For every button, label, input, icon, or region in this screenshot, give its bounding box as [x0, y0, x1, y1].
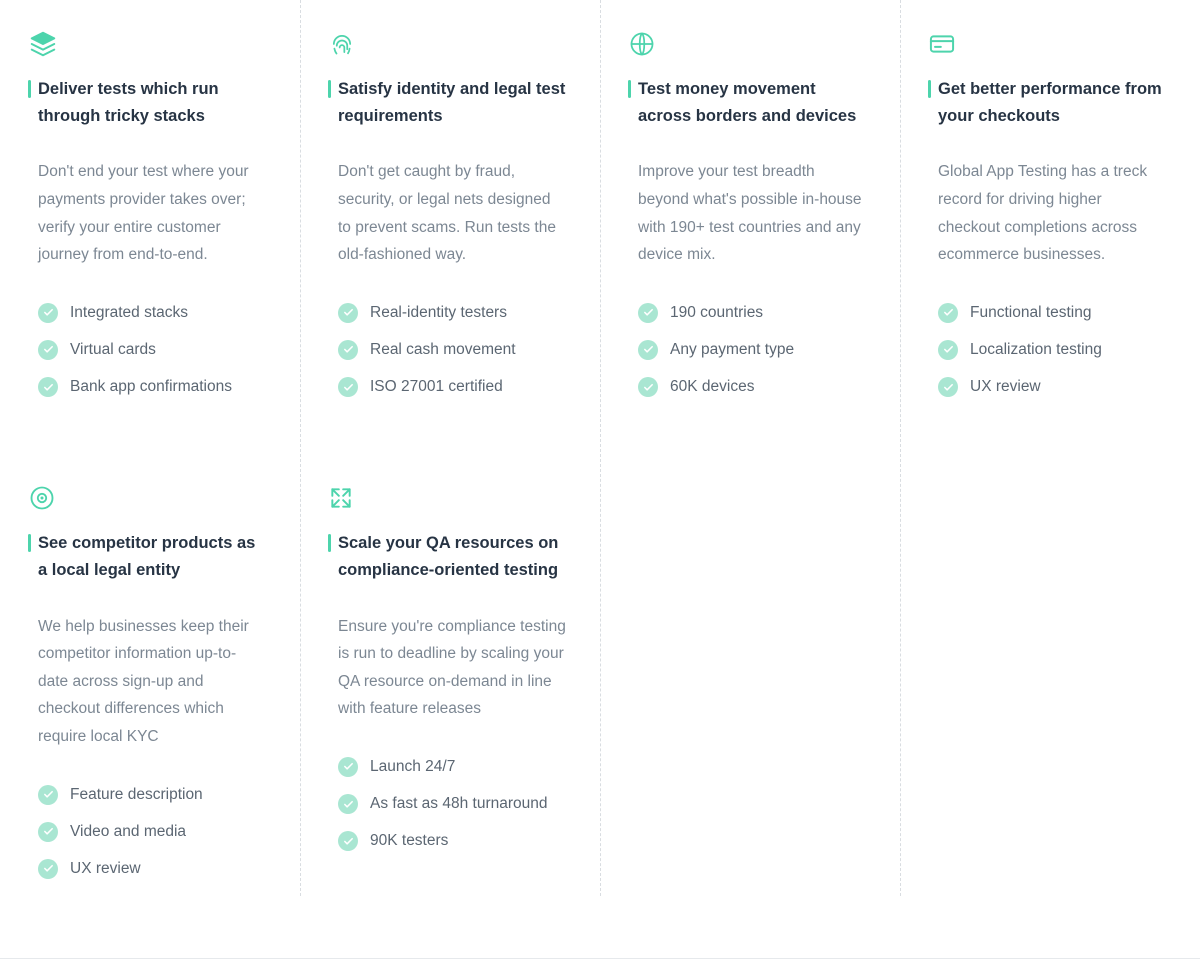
list-item	[338, 377, 566, 397]
list-item	[638, 377, 866, 397]
feature-card	[600, 0, 900, 397]
feature-description: We help businesses keep their competitor information up-to-date across sign-up and checkout differences which require local KYC	[38, 617, 249, 745]
list-item	[338, 303, 566, 323]
check-icon	[338, 377, 358, 397]
check-icon	[638, 377, 658, 397]
feature-title: Get better performance from your checkouts	[928, 76, 1166, 130]
feature-title: Deliver tests which run through tricky stacks	[28, 76, 266, 130]
list-item	[938, 340, 1166, 360]
eye-target-icon	[28, 476, 266, 520]
list-item	[338, 757, 566, 777]
feature-title: Scale your QA resources on compliance-oriented testing	[328, 530, 566, 584]
bullet-label: UX review	[70, 859, 141, 877]
list-item	[38, 303, 266, 323]
bullet-label: As fast as 48h turnaround	[370, 795, 548, 813]
check-icon	[38, 340, 58, 360]
feature-bullet-list	[328, 303, 566, 397]
list-item	[38, 377, 266, 397]
bullet-label: Integrated stacks	[70, 303, 189, 321]
feature-column-3	[600, 0, 900, 896]
check-icon	[638, 303, 658, 323]
feature-card	[0, 454, 300, 879]
check-icon	[938, 303, 958, 323]
feature-bullet-list	[28, 303, 266, 397]
expand-arrows-icon	[328, 476, 566, 520]
globe-icon	[628, 22, 866, 66]
feature-bullet-list	[328, 757, 566, 851]
list-item	[38, 859, 266, 879]
row-gap	[300, 414, 600, 454]
list-item	[338, 794, 566, 814]
bullet-label: 90K testers	[370, 832, 449, 850]
check-icon	[638, 340, 658, 360]
bullet-label: Localization testing	[970, 340, 1102, 358]
bullet-label: Feature description	[70, 785, 203, 803]
feature-description: Don't get caught by fraud, security, or legal nets designed to prevent scams. Run tests the old-fashioned way.	[338, 163, 556, 264]
check-icon	[938, 340, 958, 360]
bullet-label: ISO 27001 certified	[370, 378, 503, 396]
check-icon	[338, 831, 358, 851]
bullet-label: Real-identity testers	[370, 303, 507, 321]
check-icon	[338, 303, 358, 323]
list-item	[338, 831, 566, 851]
bullet-label: Any payment type	[670, 340, 795, 358]
list-item	[638, 303, 866, 323]
list-item	[938, 303, 1166, 323]
check-icon	[38, 785, 58, 805]
fingerprint-icon	[328, 22, 566, 66]
check-icon	[338, 340, 358, 360]
list-item	[38, 340, 266, 360]
check-icon	[938, 377, 958, 397]
check-icon	[38, 303, 58, 323]
feature-card	[900, 0, 1200, 397]
bullet-label: 190 countries	[670, 303, 764, 321]
list-item	[38, 822, 266, 842]
feature-bullet-list	[28, 785, 266, 879]
feature-bullet-list	[928, 303, 1166, 397]
feature-card	[300, 454, 600, 851]
row-gap	[0, 414, 300, 454]
feature-column-1	[0, 0, 300, 896]
feature-card	[0, 0, 300, 397]
credit-card-icon	[928, 22, 1166, 66]
bullet-label: 60K devices	[670, 378, 755, 396]
layers-icon	[28, 22, 266, 66]
feature-title: Satisfy identity and legal test requirements	[328, 76, 566, 130]
bullet-label: Functional testing	[970, 303, 1092, 321]
bullet-label: Virtual cards	[70, 340, 156, 358]
bullet-label: Launch 24/7	[370, 757, 456, 775]
list-item	[338, 340, 566, 360]
divider	[0, 958, 1200, 959]
feature-description: Don't end your test where your payments provider takes over; verify your entire customer journey from end-to-end.	[38, 163, 249, 264]
list-item	[638, 340, 866, 360]
feature-description: Global App Testing has a treck record for driving higher checkout completions across ecommerce businesses.	[938, 163, 1148, 264]
bullet-label: Bank app confirmations	[70, 378, 232, 396]
feature-card	[300, 0, 600, 397]
feature-title: See competitor products as a local legal entity	[28, 530, 266, 584]
feature-description: Improve your test breadth beyond what's possible in-house with 190+ test countries and any device mix.	[638, 163, 862, 264]
bullet-label: Real cash movement	[370, 340, 516, 358]
check-icon	[38, 822, 58, 842]
check-icon	[338, 794, 358, 814]
bullet-label: Video and media	[70, 822, 187, 840]
feature-bullet-list	[628, 303, 866, 397]
feature-column-4	[900, 0, 1200, 896]
feature-title: Test money movement across borders and devices	[628, 76, 866, 130]
bullet-label: UX review	[970, 378, 1041, 396]
feature-description: Ensure you're compliance testing is run to deadline by scaling your QA resource on-demand in line with feature releases	[338, 617, 566, 718]
list-item	[938, 377, 1166, 397]
check-icon	[338, 757, 358, 777]
check-icon	[38, 859, 58, 879]
list-item	[38, 785, 266, 805]
feature-column-2	[300, 0, 600, 896]
check-icon	[38, 377, 58, 397]
